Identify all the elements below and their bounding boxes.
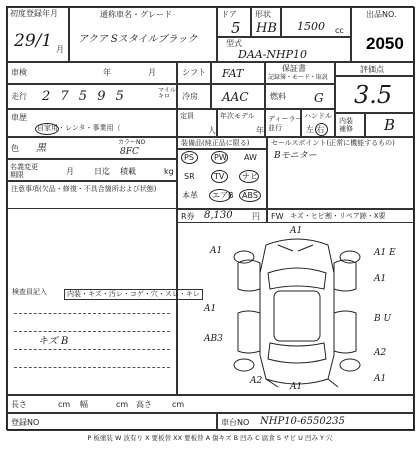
damage-label-right-rear: A2 bbox=[374, 348, 387, 358]
reg-no-label: 登録NO bbox=[11, 418, 40, 427]
note-line-4 bbox=[14, 367, 170, 368]
aircon-value: AAC bbox=[222, 90, 249, 104]
history-options: 自家用・レンタ・事業用（ bbox=[37, 124, 121, 132]
shape-cell bbox=[251, 7, 281, 37]
shift-value: FAT bbox=[222, 67, 244, 80]
lot-cell bbox=[351, 7, 415, 62]
model-cell bbox=[217, 37, 351, 62]
damage-legend: P 板塗装 W 波有り X 要板替 XX 要板替 A 傷キズ B 凹み C 腐食 S サビ U 凹み Y 穴 bbox=[87, 434, 333, 442]
door-label: ドア bbox=[221, 10, 237, 19]
mileage-value: 2 7 5 9 5 bbox=[42, 89, 127, 104]
name-cell bbox=[69, 7, 217, 62]
shape-label: 形状 bbox=[255, 10, 271, 19]
interior-value: B bbox=[384, 116, 396, 134]
car-wheel-rl bbox=[234, 359, 254, 371]
door-cell bbox=[217, 7, 251, 37]
equip-navi-circle bbox=[239, 170, 259, 183]
fuel-value: G bbox=[314, 91, 324, 105]
score-label: 評価点 bbox=[360, 65, 384, 74]
damage-label-front: A1 bbox=[290, 226, 303, 236]
inspector-options: 内装・キズ・汚レ・コゲ・穴・スレ・キレ bbox=[64, 289, 203, 300]
load-unit: kg bbox=[164, 167, 174, 176]
equip-pw-circle bbox=[211, 151, 228, 164]
score-value-cell bbox=[335, 76, 415, 113]
car-wheel-rr bbox=[340, 359, 360, 371]
equip-leather: 本革 bbox=[182, 191, 198, 200]
handle-cell bbox=[301, 109, 335, 137]
car-left-front-door bbox=[238, 260, 260, 291]
notes-cell bbox=[7, 181, 177, 209]
model-value: DAA-NHP10 bbox=[238, 48, 308, 61]
next-model-unit: 年 bbox=[256, 126, 264, 135]
damage-label-left-rear: AB3 bbox=[204, 334, 223, 344]
equip-grid bbox=[177, 149, 267, 209]
cc-unit: cc bbox=[335, 26, 344, 35]
capacity-cell bbox=[177, 109, 217, 137]
damage-label-left-front: A1 bbox=[210, 246, 223, 256]
name-value: アクア Sスタイルブラック bbox=[78, 34, 198, 45]
recycle-cell bbox=[177, 209, 267, 223]
length-unit: cm bbox=[58, 400, 71, 409]
first-reg-cell bbox=[7, 7, 69, 62]
equip-ps: PS bbox=[184, 153, 194, 162]
shift-label-cell bbox=[177, 62, 211, 84]
lot-label: 出品NO. bbox=[366, 10, 397, 19]
car-wheel-fl bbox=[234, 251, 254, 263]
equip-ps-circle bbox=[181, 151, 198, 164]
damage-label-right-front: A1 E bbox=[374, 248, 396, 258]
equip-tv: TV bbox=[214, 172, 225, 181]
recycle-value: 8,130 bbox=[204, 210, 233, 221]
shift-value-cell bbox=[211, 62, 265, 84]
interior-value-cell bbox=[365, 113, 415, 137]
car-right-front-door bbox=[334, 260, 356, 291]
history-label: 車歴 bbox=[11, 113, 27, 122]
capacity-label: 定員 bbox=[180, 112, 194, 120]
note-line-2 bbox=[14, 331, 170, 332]
inspection-label: 車検 bbox=[11, 68, 27, 77]
note-line-1 bbox=[14, 313, 170, 314]
inspector-label: 検査員記入 bbox=[12, 288, 47, 296]
equip-label: 装備品(純正品に限る) bbox=[181, 139, 250, 147]
dealer-label: ディーラー 並行 bbox=[268, 115, 303, 133]
inspector-hand: キズ B bbox=[38, 336, 69, 347]
recycle-unit: 円 bbox=[252, 212, 260, 221]
car-right-rear-door bbox=[334, 311, 356, 353]
color-value: 黒 bbox=[36, 143, 46, 154]
reg-change-label: 名義変更 期限 bbox=[10, 163, 38, 180]
aircon-label: 冷房 bbox=[182, 92, 198, 101]
equip-label-cell bbox=[177, 137, 267, 149]
cc-cell bbox=[281, 7, 351, 37]
mileage-cell bbox=[7, 84, 177, 109]
reg-no-cell bbox=[7, 413, 217, 431]
equip-navi: ナビ bbox=[242, 172, 258, 181]
fuel-label: 燃料 bbox=[270, 92, 286, 101]
model-label: 型式 bbox=[226, 39, 242, 48]
car-windshield bbox=[268, 268, 326, 289]
handle-value: 左 右 bbox=[306, 125, 325, 134]
first-reg-value: 29/1 bbox=[14, 31, 53, 51]
width-label: 幅 bbox=[80, 400, 88, 409]
fuel-cell bbox=[265, 84, 335, 109]
mileage-label: 走行 bbox=[11, 92, 27, 101]
dealer-cell bbox=[265, 109, 301, 137]
lot-number: 2050 bbox=[366, 34, 404, 53]
car-roof bbox=[274, 291, 320, 341]
warranty-label: 保証書 bbox=[282, 64, 306, 73]
equip-airbag: エアB bbox=[212, 191, 234, 200]
car-rear-window bbox=[268, 343, 326, 363]
note-line-3 bbox=[14, 349, 170, 350]
car-wheel-fr bbox=[340, 251, 360, 263]
width-unit: cm bbox=[116, 400, 129, 409]
height-unit: cm bbox=[172, 400, 185, 409]
car-body-outline bbox=[260, 239, 334, 384]
fw-label: FW bbox=[271, 212, 284, 221]
equip-sr: SR bbox=[184, 172, 195, 181]
size-row bbox=[7, 395, 415, 413]
warranty-sub: 記録簿・モード・取説 bbox=[268, 74, 328, 81]
damage-label-rear: A1 bbox=[290, 382, 303, 392]
seller-cell bbox=[267, 137, 415, 209]
equip-pw: PW bbox=[214, 153, 227, 162]
first-reg-month: 月 bbox=[56, 45, 64, 54]
warranty-cell bbox=[265, 62, 335, 84]
equip-aw: AW bbox=[244, 153, 257, 162]
history-cell bbox=[7, 109, 177, 137]
reg-month: 月 bbox=[66, 167, 74, 176]
damage-label-rear-right: A1 bbox=[374, 374, 387, 384]
score-value: 3.5 bbox=[354, 81, 393, 109]
door-value: 5 bbox=[231, 19, 241, 37]
damage-label-rear-left: A2 bbox=[250, 376, 263, 386]
shape-value: HB bbox=[256, 21, 277, 36]
equip-abs-circle bbox=[239, 189, 261, 202]
seller-label: セールスポイント(正常に機能するもの) bbox=[271, 139, 395, 147]
inspection-year: 年 bbox=[103, 68, 111, 77]
color-no-label: カラーNO bbox=[118, 139, 146, 146]
interior-label-cell bbox=[335, 113, 365, 137]
mileage-unit: マイル キロ bbox=[158, 87, 176, 100]
damage-label-right-door: B U bbox=[374, 314, 392, 324]
equip-abs: ABS bbox=[242, 191, 258, 200]
chassis-cell bbox=[217, 413, 415, 431]
notes-label: 注意事項(欠品・修復・不具合箇所および状態) bbox=[11, 185, 157, 193]
chassis-label: 車台NO bbox=[221, 418, 250, 427]
reg-day: 日迄 bbox=[94, 167, 110, 176]
interior-label: 内装 補修 bbox=[339, 117, 353, 134]
aircon-label-cell bbox=[177, 84, 211, 109]
cc-value: 1500 bbox=[297, 20, 325, 33]
shift-label: シフト bbox=[182, 68, 206, 77]
length-label: 長さ bbox=[11, 400, 27, 409]
color-cell bbox=[7, 137, 177, 159]
score-label-cell bbox=[335, 62, 415, 76]
inspection-month: 月 bbox=[148, 68, 156, 77]
fw-cell bbox=[267, 209, 415, 223]
reg-change-cell bbox=[7, 159, 177, 181]
capacity-unit: 人 bbox=[208, 126, 216, 135]
height-label: 高さ bbox=[136, 400, 152, 409]
next-model-cell bbox=[217, 109, 265, 137]
recycle-label: R券 bbox=[181, 212, 195, 221]
load-label: 積載 bbox=[120, 167, 136, 176]
name-label: 通称車名・グレード bbox=[100, 10, 172, 19]
fw-text: キズ・ヒビ割・リペア跡・X要 bbox=[290, 212, 386, 220]
color-no-value: 8FC bbox=[120, 147, 139, 157]
next-model-label: 年次モデル bbox=[220, 112, 255, 120]
damage-label-left-door: A1 bbox=[204, 304, 217, 314]
car-diagram-area bbox=[177, 223, 415, 395]
auction-sheet bbox=[6, 6, 414, 430]
chassis-value: NHP10-6550235 bbox=[260, 416, 345, 427]
damage-label-right-mirror: A1 bbox=[374, 274, 387, 284]
equip-tv-circle bbox=[211, 170, 228, 183]
inspection-cell bbox=[7, 62, 177, 84]
equip-airbag-circle bbox=[209, 189, 231, 202]
aircon-value-cell bbox=[211, 84, 265, 109]
car-left-rear-door bbox=[238, 311, 260, 353]
handle-circle bbox=[315, 123, 328, 136]
first-reg-label: 初度登録年月 bbox=[10, 9, 58, 18]
handle-label: ハンドル bbox=[304, 112, 332, 120]
color-label: 色 bbox=[11, 144, 19, 153]
seller-value: Bモニター bbox=[274, 151, 317, 161]
